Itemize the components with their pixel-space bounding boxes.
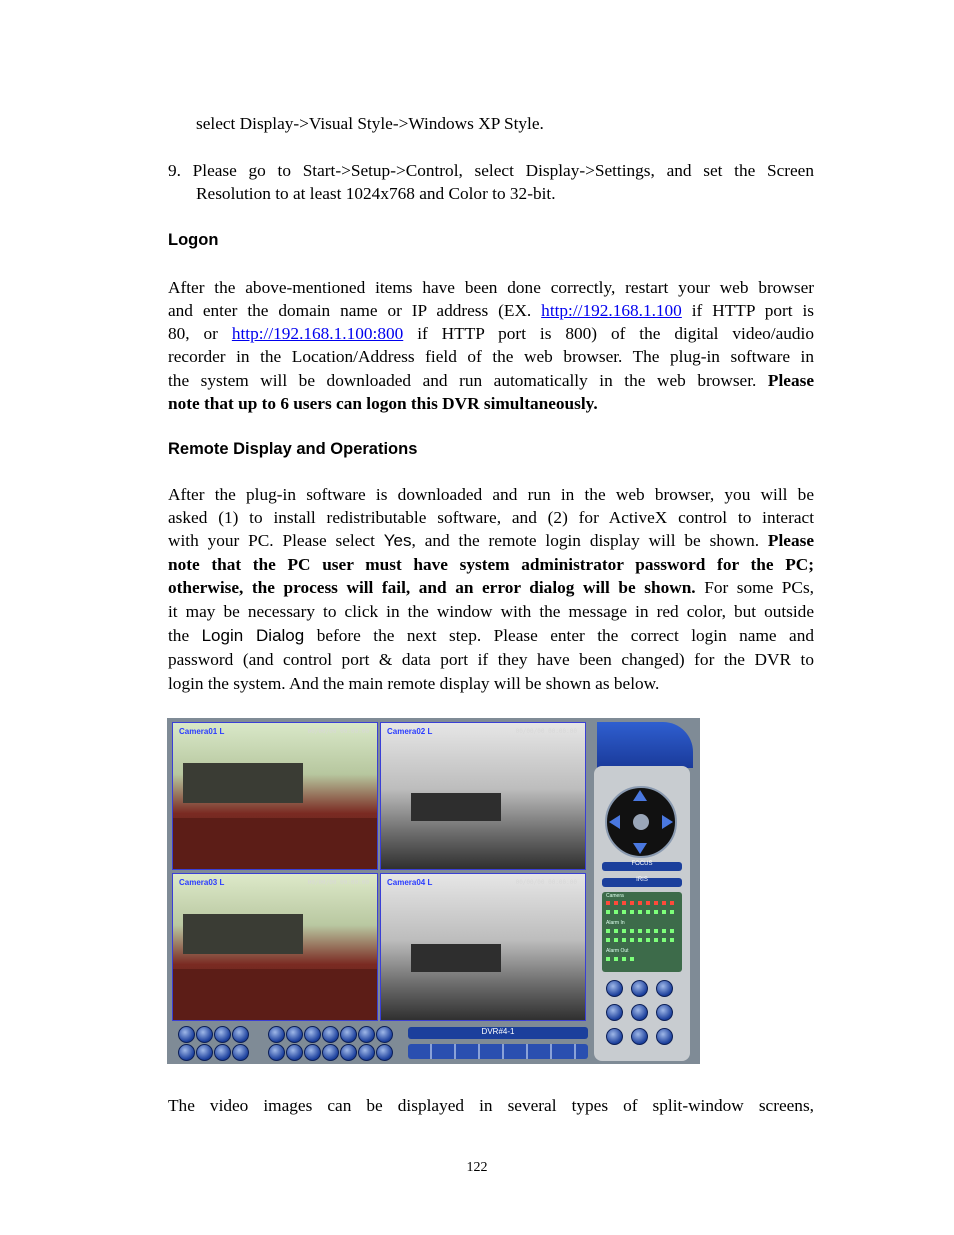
toolbar-button[interactable] [286,1044,303,1061]
camera-label: Camera04 L [387,878,433,887]
camera-leds [606,901,678,905]
dvr-status-text: DVR#4-1 [481,1027,515,1036]
camera-view-4 [380,873,586,1021]
status-led-panel [602,892,682,972]
text-span: before the next step. Please enter the correct login name and [316,626,814,645]
down-arrow-icon[interactable] [633,843,647,854]
toolbar-button[interactable] [196,1044,213,1061]
table-shape [173,969,378,1021]
bold-note: Please [767,371,814,390]
alarm-out-label: Alarm Out [606,948,629,954]
camera-leds [606,910,678,914]
text-line [168,624,814,647]
iris-label: IRIS [636,877,648,883]
left-arrow-icon[interactable] [609,815,620,829]
toolbar-button[interactable] [376,1044,393,1061]
toolbar-button[interactable] [268,1026,285,1043]
toolbar-button[interactable] [304,1044,321,1061]
alarm-out-leds [606,957,636,961]
function-button[interactable] [606,1004,623,1021]
camera-led-label: Camera [606,893,624,899]
camera-view-2 [380,722,586,870]
split-4-button[interactable] [196,1026,213,1043]
toolbar-button[interactable] [322,1026,339,1043]
control-panel [594,766,690,1061]
toolbar-button[interactable] [322,1044,339,1061]
camera-timestamp: 00/00/00 00:00:00 [307,728,369,735]
camera-timestamp: 00/00/00 00:00:00 [515,728,577,735]
text-span: the [168,626,190,645]
login-dialog-text: Login Dialog [201,626,305,645]
text-line [168,576,814,599]
page-number: 122 [466,1160,488,1175]
text-line [168,369,814,392]
text-span: For some PCs, [704,578,814,597]
function-button[interactable] [631,1028,648,1045]
text-line: recorder in the Location/Address field of the web browser. The plug-in software in [168,347,814,366]
camera-label: Camera01 L [179,727,225,736]
text-span: 80, or [168,324,218,343]
toolbar-button[interactable] [340,1026,357,1043]
split-1-button[interactable] [178,1026,195,1043]
text-span: the system will be downloaded and run automatically in the web browser. [168,371,757,390]
text-line [168,322,814,345]
camera-view-1 [172,722,378,870]
text-span: and enter the domain name or IP address (EX. [168,301,532,320]
function-button[interactable] [631,980,648,997]
section-heading-logon: Logon [168,231,219,249]
split-16-button[interactable] [232,1026,249,1043]
equipment-shape [411,944,501,972]
playback-controls[interactable] [408,1044,588,1059]
equipment-shape [183,914,303,954]
alarm-in-label: Alarm In [606,920,625,926]
text-line: Resolution to at least 1024x768 and Color to 32-bit. [196,184,556,203]
iris-control[interactable] [602,878,682,887]
bold-note: otherwise, the process will fail, and an error dialog will be shown. [168,578,696,597]
text-line: The video images can be displayed in several types of split-window screens, [168,1096,814,1115]
ip-address-link[interactable]: http://192.168.1.100 [541,301,682,320]
focus-control[interactable] [602,862,682,871]
toolbar-button[interactable] [178,1044,195,1061]
focus-label: FOCUS [631,861,653,867]
table-shape [173,818,378,870]
camera-timestamp: 00/00/00 00:00:00 [307,879,369,886]
camera-label: Camera03 L [179,878,225,887]
function-button[interactable] [631,1004,648,1021]
function-button[interactable] [606,980,623,997]
equipment-shape [411,793,501,821]
bottom-toolbar [172,1024,590,1062]
text-line [168,299,814,322]
yes-option-text: Yes [383,531,412,550]
toolbar-button[interactable] [340,1044,357,1061]
function-button[interactable] [656,1028,673,1045]
ip-address-port-link[interactable]: http://192.168.1.100:800 [231,324,404,343]
text-span: with your PC. Please select [168,531,375,550]
text-line: After the plug-in software is downloaded and run in the web browser, you will be [168,485,814,504]
camera-timestamp: 00/00/00 00:00:00 [515,879,577,886]
bold-note: note that the PC user must have system administrator password for the PC; [168,555,814,574]
equipment-shape [183,763,303,803]
toolbar-button[interactable] [376,1026,393,1043]
text-span: , and the remote login display will be shown. [411,531,760,550]
bold-note: Please [767,531,814,550]
toolbar-button[interactable] [214,1044,231,1061]
text-line: select Display->Visual Style->Windows XP Style. [196,114,544,133]
alarm-in-leds [606,929,678,933]
toolbar-button[interactable] [358,1044,375,1061]
ptz-joystick[interactable] [605,786,677,858]
section-heading-remote-display: Remote Display and Operations [168,440,418,458]
toolbar-button[interactable] [358,1026,375,1043]
split-9-button[interactable] [214,1026,231,1043]
toolbar-button[interactable] [232,1044,249,1061]
camera-view-3 [172,873,378,1021]
status-bar [408,1027,588,1039]
text-span: if HTTP port is 800) of the digital video/audio [417,324,814,343]
right-arrow-icon[interactable] [662,815,673,829]
center-button[interactable] [633,814,649,830]
text-line: 9. Please go to Start->Setup->Control, select Display->Settings, and set the Screen [168,161,814,180]
text-span: if HTTP port is [691,301,814,320]
camera-label: Camera02 L [387,727,433,736]
text-line [168,529,814,552]
toolbar-button[interactable] [304,1026,321,1043]
bold-note: note that up to 6 users can logon this DVR simultaneously. [168,394,598,413]
function-button[interactable] [656,980,673,997]
function-button[interactable] [656,1004,673,1021]
logo-tab [597,722,693,768]
toolbar-button[interactable] [286,1026,303,1043]
text-line: After the above-mentioned items have been done correctly, restart your web browser [168,278,814,297]
text-line: it may be necessary to click in the window with the message in red color, but outside [168,602,814,621]
text-line: login the system. And the main remote display will be shown as below. [168,674,660,693]
toolbar-button[interactable] [268,1044,285,1061]
dvr-remote-display-screenshot [167,718,700,1064]
text-line: password (and control port & data port if they have been changed) for the DVR to [168,650,814,669]
text-line: asked (1) to install redistributable software, and (2) for ActiveX control to interact [168,508,814,527]
up-arrow-icon[interactable] [633,790,647,801]
alarm-in-leds [606,938,678,942]
function-button[interactable] [606,1028,623,1045]
